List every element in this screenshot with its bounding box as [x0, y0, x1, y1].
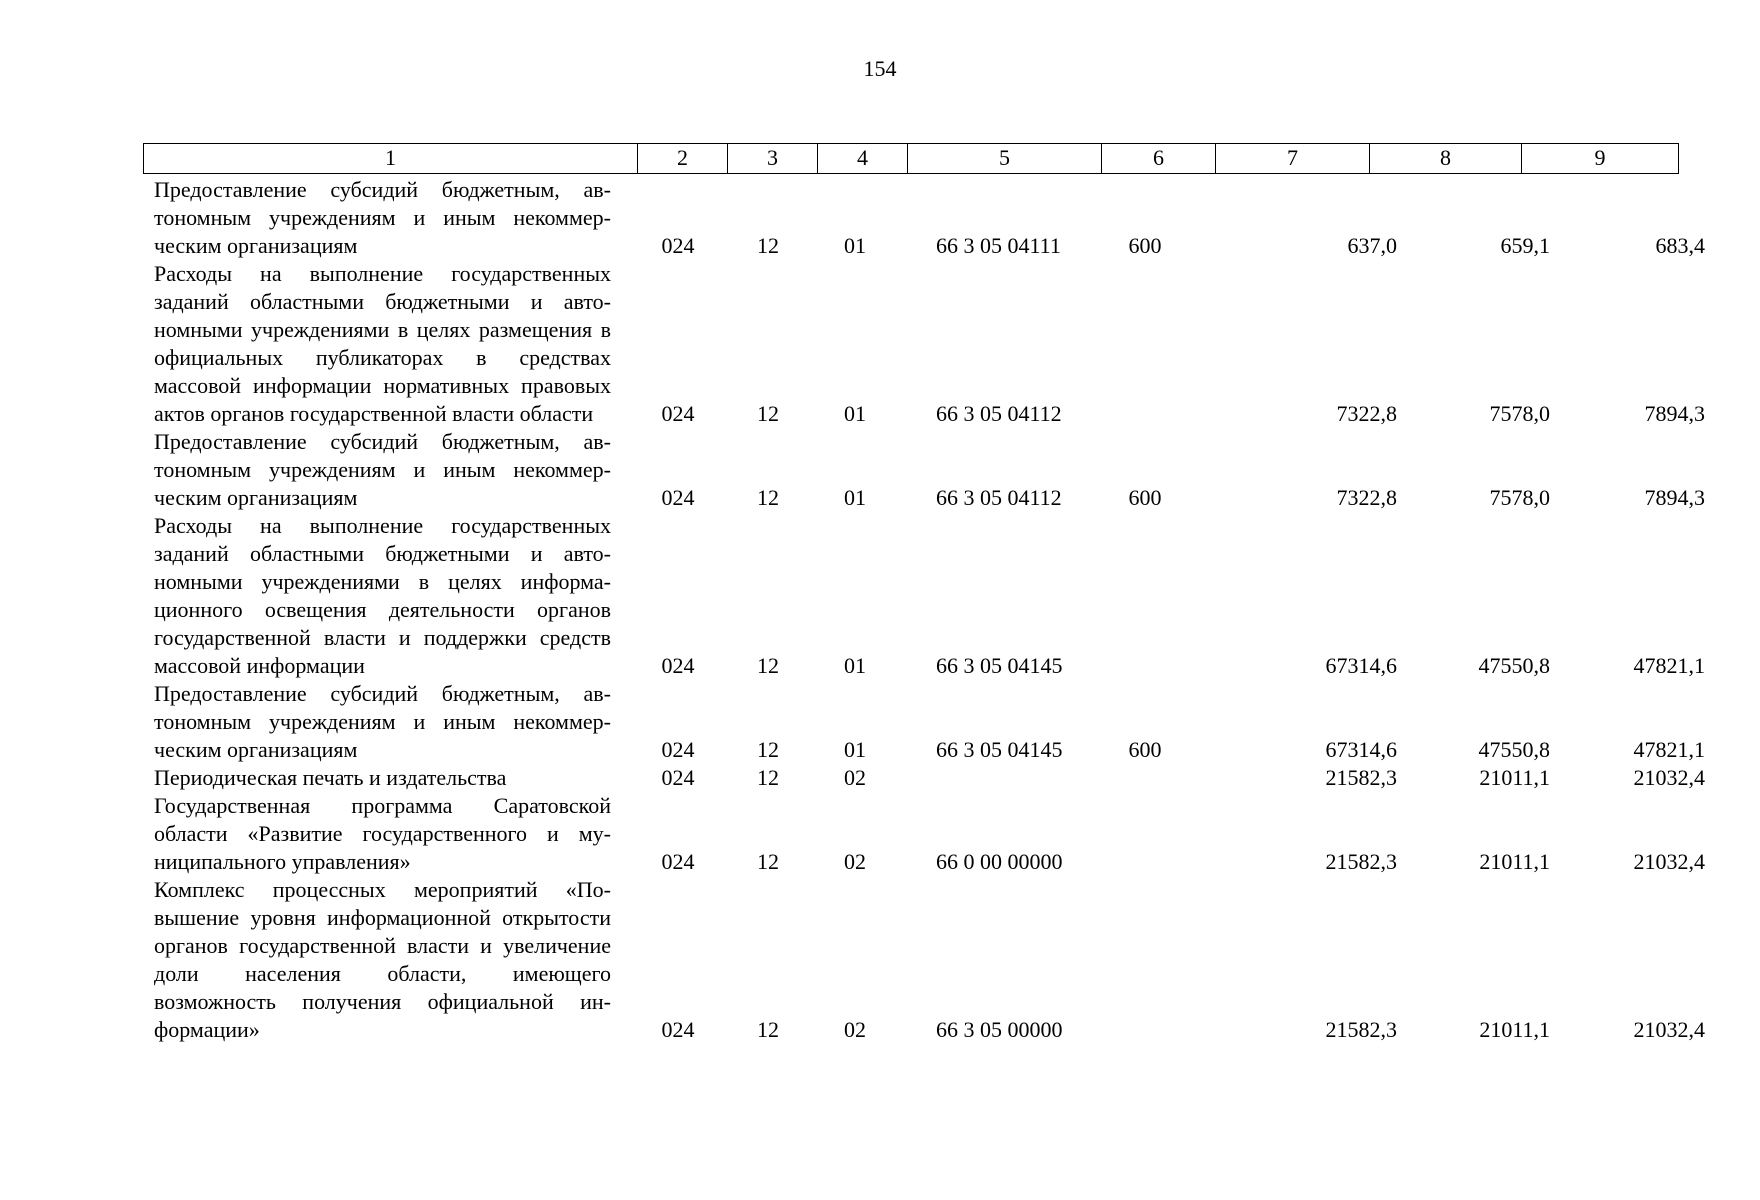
cell-col2: 024: [661, 765, 695, 790]
cell-col9: 7894,3: [1644, 485, 1705, 510]
cell-col6: 600: [1128, 485, 1162, 510]
row-name: Предоставление субсидий бюджетным, автономным учреждениям и иным некоммерческим организациям: [154, 681, 611, 762]
cell-col2: 024: [661, 485, 695, 510]
cell-col5: 66 3 05 04111: [936, 233, 1061, 258]
header-cell-3: 3: [728, 144, 818, 173]
cell-col9: 21032,4: [1633, 765, 1705, 790]
cell-col5: 66 3 05 00000: [936, 1017, 1063, 1042]
cell-col9: 21032,4: [1633, 1017, 1705, 1042]
cell-col3: 12: [757, 233, 779, 258]
cell-col8: 21011,1: [1479, 849, 1550, 874]
table-row: [143, 176, 1715, 260]
row-name: Предоставление субсидий бюджетным, автономным учреждениям и иным некоммерческим организациям: [154, 429, 611, 510]
cell-col2: 024: [661, 233, 695, 258]
cell-col4: 02: [844, 765, 866, 790]
cell-col5: 66 3 05 04145: [936, 653, 1063, 678]
row-name: Расходы на выполнение государственных заданий областными бюджетными и автономными учреждениями в целях размещения в официальных публикаторах в средствах массовой информации нормативных правовых актов органов государственной власти области: [154, 261, 611, 426]
row-name: Предоставление субсидий бюджетным, автономным учреждениям и иным некоммерческим организациям: [154, 177, 611, 258]
cell-col2: 024: [661, 401, 695, 426]
header-cell-7: 7: [1216, 144, 1370, 173]
header-cell-4: 4: [818, 144, 908, 173]
cell-col7: 21582,3: [1325, 849, 1397, 874]
table-row: [143, 428, 1715, 512]
cell-col4: 01: [844, 233, 866, 258]
table-row: [143, 764, 1715, 792]
cell-col2: 024: [661, 1017, 695, 1042]
cell-col3: 12: [757, 765, 779, 790]
cell-col2: 024: [661, 849, 695, 874]
table-row: [143, 512, 1715, 680]
cell-col7: 21582,3: [1325, 765, 1397, 790]
header-cell-9: 9: [1594, 145, 1606, 170]
cell-col8: 47550,8: [1478, 653, 1550, 678]
cell-col8: 659,1: [1500, 233, 1550, 258]
cell-col4: 01: [844, 653, 866, 678]
table-header-row: [143, 143, 1679, 174]
cell-col5: 66 0 00 00000: [936, 849, 1063, 874]
header-cell-5: 5: [908, 144, 1102, 173]
table-row: [143, 260, 1715, 428]
cell-col6: 600: [1128, 737, 1162, 762]
cell-col8: 7578,0: [1489, 485, 1550, 510]
cell-col8: 7578,0: [1489, 401, 1550, 426]
cell-col3: 12: [757, 401, 779, 426]
cell-col9: 47821,1: [1633, 653, 1705, 678]
cell-col4: 01: [844, 485, 866, 510]
row-name: Расходы на выполнение государственных заданий областными бюджетными и автономными учреждениями в целях информационного освещения деятельности органов государственной власти и поддержки средств массовой информации: [154, 513, 611, 678]
row-name: Комплекс процессных мероприятий «Повышение уровня информационной открытости органов государственной власти и увеличение доли населения области, имеющего возможность получения официальной информации»: [154, 877, 611, 1042]
cell-col4: 01: [844, 401, 866, 426]
cell-col4: 02: [844, 1017, 866, 1042]
header-cell-2: 2: [638, 144, 728, 173]
cell-col8: 21011,1: [1479, 765, 1550, 790]
cell-col7: 67314,6: [1325, 737, 1397, 762]
cell-col8: 47550,8: [1478, 737, 1550, 762]
row-name: Государственная программа Саратовской области «Развитие государственного и муниципального управления»: [154, 793, 611, 874]
table-row: [143, 876, 1715, 1044]
cell-col3: 12: [757, 737, 779, 762]
cell-col9: 683,4: [1655, 233, 1705, 258]
cell-col9: 21032,4: [1633, 849, 1705, 874]
cell-col9: 7894,3: [1644, 401, 1705, 426]
cell-col7: 21582,3: [1325, 1017, 1397, 1042]
header-cell-8: 8: [1370, 144, 1522, 173]
cell-col4: 01: [844, 737, 866, 762]
cell-col9: 47821,1: [1633, 737, 1705, 762]
page-number: 154: [863, 56, 897, 81]
cell-col5: 66 3 05 04112: [936, 485, 1062, 510]
cell-col6: 600: [1128, 233, 1162, 258]
cell-col4: 02: [844, 849, 866, 874]
cell-col2: 024: [661, 653, 695, 678]
cell-col5: 66 3 05 04112: [936, 401, 1062, 426]
table-row: [143, 680, 1715, 764]
cell-col5: 66 3 05 04145: [936, 737, 1063, 762]
header-cell-1: 1: [144, 144, 638, 173]
header-cell-6: 6: [1102, 144, 1216, 173]
table-row: [143, 792, 1715, 876]
cell-col7: 67314,6: [1325, 653, 1397, 678]
cell-col8: 21011,1: [1479, 1017, 1550, 1042]
cell-col7: 637,0: [1347, 233, 1397, 258]
cell-col7: 7322,8: [1336, 401, 1397, 426]
cell-col3: 12: [757, 1017, 779, 1042]
table-body: [143, 176, 1715, 1044]
cell-col3: 12: [757, 485, 779, 510]
cell-col7: 7322,8: [1336, 485, 1397, 510]
row-name: Периодическая печать и издательства: [154, 765, 507, 790]
cell-col3: 12: [757, 849, 779, 874]
cell-col3: 12: [757, 653, 779, 678]
cell-col2: 024: [661, 737, 695, 762]
